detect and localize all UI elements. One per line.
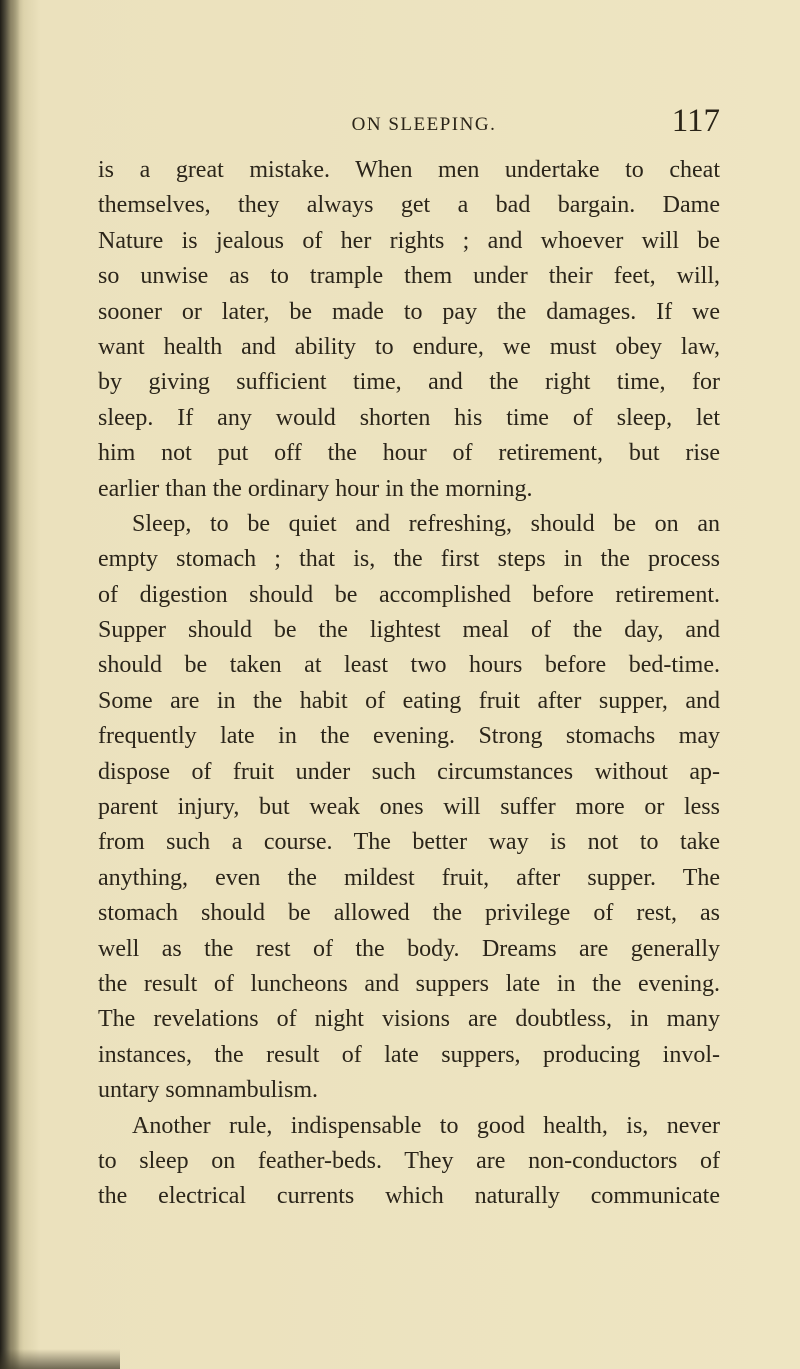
paragraph-3 [98,1109,720,1215]
text-line: sooner or later, be made to pay the damages. If we [98,298,720,325]
text-line: is a great mistake. When men undertake to cheat [98,157,720,183]
text-line: the result of luncheons and suppers late in the evening. [98,970,720,997]
text-line: want health and ability to endure, we must obey law, [98,333,720,360]
text-line: so unwise as to trample them under their feet, will, [98,263,720,290]
running-title: ON SLEEPING. [351,114,497,135]
text-line: anything, even the mildest fruit, after supper. The [98,864,720,891]
text-line: frequently late in the evening. Strong stomachs may [98,723,720,750]
paragraph-1 [98,153,720,507]
text-line: of digestion should be accomplished before retirement. [98,581,720,608]
text-line: dispose of fruit under such circumstances without ap- [98,758,720,785]
text-line: him not put off the hour of retirement, but rise [98,440,720,467]
text-line: Nature is jealous of her rights ; and whoever will be [98,227,720,254]
text-line: should be taken at least two hours before bed-time. [98,652,720,679]
text-line: from such a course. The better way is not to take [98,829,720,856]
text-line: themselves, they always get a bad bargain. Dame [98,192,720,219]
text-line: Sleep, to be quiet and refreshing, should be on an [132,510,720,537]
page-bottom-shadow [0,1349,120,1369]
text-line: empty stomach ; that is, the first steps in the process [98,546,720,573]
page-gutter-shadow [0,0,20,1369]
page-header [98,96,720,144]
text-line: Some are in the habit of eating fruit after supper, and [98,687,720,714]
text-line: the electrical currents which naturally communicate [98,1183,720,1210]
text-line: earlier than the ordinary hour in the morning. [98,475,533,502]
text-line: The revelations of night visions are doubtless, in many [98,1006,720,1033]
paragraph-2 [98,507,720,1109]
text-line: Supper should be the lightest meal of the day, and [98,617,720,644]
text-line: sleep. If any would shorten his time of sleep, let [98,404,720,431]
text-line: untary somnambulism. [98,1077,318,1104]
text-line: Another rule, indispensable to good health, is, never [132,1112,720,1139]
text-line: instances, the result of late suppers, producing invol- [98,1041,720,1068]
text-line: stomach should be allowed the privilege of rest, as [98,900,720,927]
text-line: to sleep on feather-beds. They are non-conductors of [98,1147,720,1174]
text-line: parent injury, but weak ones will suffer more or less [98,794,720,821]
page-number: 117 [671,103,720,139]
body-text [98,153,720,1215]
text-line: by giving sufficient time, and the right time, for [98,369,720,396]
text-line: well as the rest of the body. Dreams are generally [98,935,720,962]
